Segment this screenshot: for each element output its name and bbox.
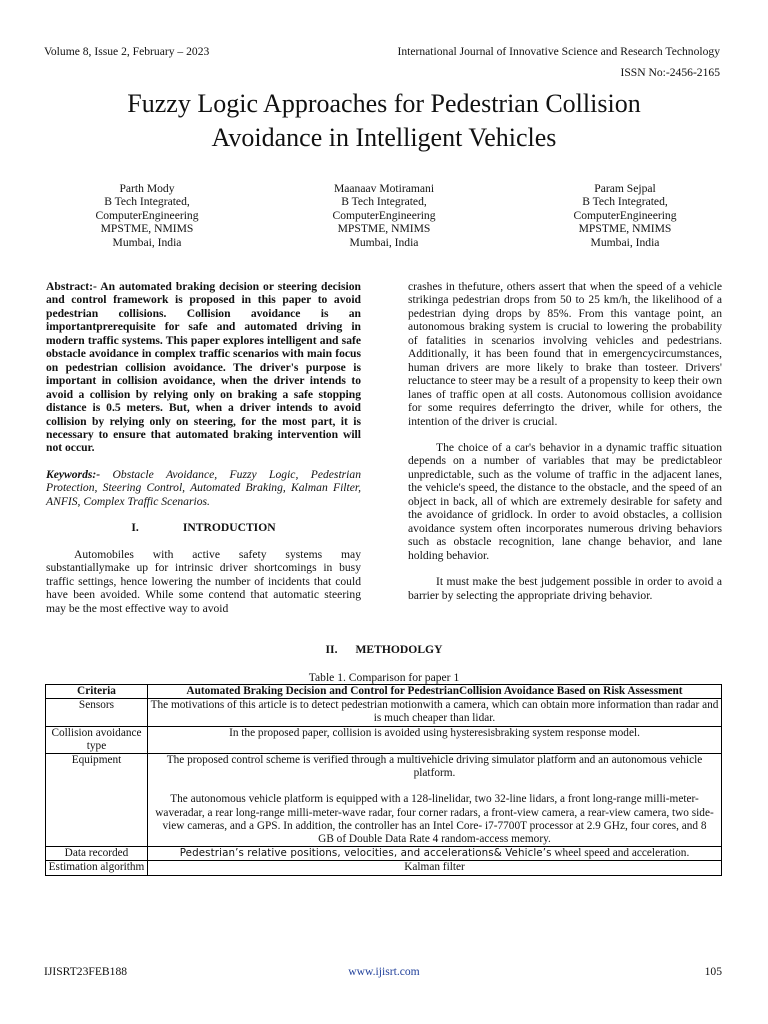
data-recorded-text-2: wheel speed and acceleration. [551,847,690,860]
table-cell-criteria: Data recorded [46,847,148,861]
footer-website-link[interactable]: www.ijisrt.com [348,965,420,978]
author-name: Param Sejpal [594,182,656,195]
table-row [46,754,722,847]
table-cell-value: In the proposed paper, collision is avoided using hysteresisbraking system response model. [148,726,722,753]
section-title: INTRODUCTION [182,521,276,535]
table-cell-value: The motivations of this article is to detect pedestrian motionwith a camera, which can obtain more information than radar and is much cheaper than lidar. [148,699,722,726]
intro-paragraph-1: Automobiles with active safety systems may substantiallymake up for intrinsic driver shortcomings in busy traffic settings, hence lowering the number of incidents that could have been avoided. While some contend that automatic steering may be the most effective way to avoid [46,547,361,615]
table-cell-criteria: Estimation algorithm [46,861,148,875]
author-institution: MPSTME, NMIMS [100,222,194,236]
table-row [46,699,722,726]
intro-paragraph-1-continued: crashes in thefuture, others assert that when the speed of a vehicle strikinga pedestrian drops from 50 to 25 km/h, the likelihood of a pedestrian dying drops by 85%. From this vantage point, an autonomous braking system is crucial to lowering the probability of fatalities in scenarios involving vehicles and pedestrians. Additionally, it has been found that in emergencycircumstances, human drivers are more likely to brake than tosteer. Drivers' reluctance to steer may be a result of a propensity to keep their own lanes of traffic open at all costs. Autonomous collision avoidance for some requires deferringto the driver, while for others, the intention of the driver is crucial. [408,280,722,428]
section-number: II. [325,643,338,656]
section-heading-methodology [0,643,768,656]
table-cell-value: Kalman filter [148,861,722,875]
paper-title-line-1: Fuzzy Logic Approaches for Pedestrian Collision [127,89,641,118]
author-program: B Tech Integrated, [582,195,668,209]
table-cell-value [148,754,722,847]
table-caption: Table 1. Comparison for paper 1 [308,671,460,684]
paper-title [40,87,728,155]
author-city: Mumbai, India [112,235,182,249]
equipment-text-3: GB of Double Data Rate 4 random-access memory. [318,833,551,846]
paragraph-gap [149,780,720,793]
equipment-text-1: The proposed control scheme is verified through a multivehicle driving simulator platform and an autonomous vehicle platform. [166,754,703,780]
keywords-text: Obstacle Avoidance, Fuzzy Logic, Pedestrian Protection, Steering Control, Automated Braking, Kalman Filter, ANFIS, Complex Traffic Scenarios. [46,467,361,508]
equipment-text-2: The autonomous vehicle platform is equipped with a 128-linelidar, two 32-line lidars, a front long-range milli-meter-waveradar, a rear long-range milli-meter-wave radar, four corner radars, a front-view camera, a rear-view camera, two side- view cameras, and a GPS. In addition, the controller has an Intel Core- i7-7700T processor at 2.9 GHz, four cores, and 8 [155,793,714,832]
author-program: B Tech Integrated, [104,195,190,209]
table-row [46,861,722,875]
author-city: Mumbai, India [590,235,660,249]
author-card [535,182,715,249]
table-cell-criteria: Collision avoidance type [46,726,148,753]
author-name: Parth Mody [119,182,175,195]
page-number: 105 [704,965,722,978]
table-header-cell: Automated Braking Decision and Control for PedestrianCollision Avoidance Based on Risk Assessment [148,685,722,699]
author-department: ComputerEngineering [95,208,199,222]
table-header-cell: Criteria [46,685,148,699]
author-city: Mumbai, India [349,235,419,249]
running-header-volume: Volume 8, Issue 2, February – 2023 [44,45,210,58]
right-column [408,280,722,615]
author-department: ComputerEngineering [332,208,436,222]
paper-title-line-2: Avoidance in Intelligent Vehicles [211,123,557,152]
comparison-table [45,684,722,876]
author-institution: MPSTME, NMIMS [578,222,672,236]
author-card [57,182,237,249]
abstract: Abstract:- An automated braking decision or steering decision and control framework is proposed in this paper to avoid pedestrian collisions. Collision avoidance is an importantprerequisite for safe and automated driving in modern traffic systems. This paper explores intelligent and safe obstacle avoidance in complex traffic scenarios with main focus on pedestrian collision avoidance. The driver's purpose is important in collision avoidance, when the driver intends to avoid a collision by relying only on braking a safe stopping distance is 0.5 meters. But, when a driver intends to avoid collision by relying only on steering, for the most part, it is necessary to ensure that automated braking intervention will not occur. [46,280,361,455]
author-card [294,182,474,249]
data-recorded-text-1: Pedestrian’s relative positions, velocities, and accelerations& Vehicle’s [179,847,552,860]
table-cell-value [148,847,722,861]
author-program: B Tech Integrated, [341,195,427,209]
running-header-journal: International Journal of Innovative Science and Research Technology [397,45,720,58]
section-number: I. [131,521,139,535]
author-name: Maanaav Motiramani [333,182,435,195]
intro-paragraph-2: The choice of a car's behavior in a dynamic traffic situation depends on a number of variables that may be predictableor unpredictable, such as the volume of traffic in the adjacent lanes, the vehicle's speed, the distance to the obstacle, and the speed of an object in back, all of which are extremely desirable for safety and the avoidance of gridlock. In order to avoid obstacles, a collision avoidance system often incorporates numerous driving behaviors such as obstacle recognition, lane change behavior, and lane holding behavior. [408,440,722,562]
footer-paper-id: IJISRT23FEB188 [44,965,128,978]
table-cell-criteria: Sensors [46,699,148,726]
issn-number: ISSN No:-2456-2165 [620,66,720,79]
section-title: METHODOLGY [355,643,443,656]
table-row [46,726,722,753]
keywords [46,468,361,508]
author-institution: MPSTME, NMIMS [337,222,431,236]
keywords-label: Keywords:- [46,467,101,481]
intro-paragraph-3: It must make the best judgement possible in order to avoid a barrier by selecting the appropriate driving behavior. [408,575,722,602]
author-department: ComputerEngineering [573,208,677,222]
section-heading-introduction [46,521,361,534]
table-row [46,847,722,861]
table-header-row [46,685,722,699]
table-cell-criteria: Equipment [46,754,148,847]
left-column [46,280,361,628]
